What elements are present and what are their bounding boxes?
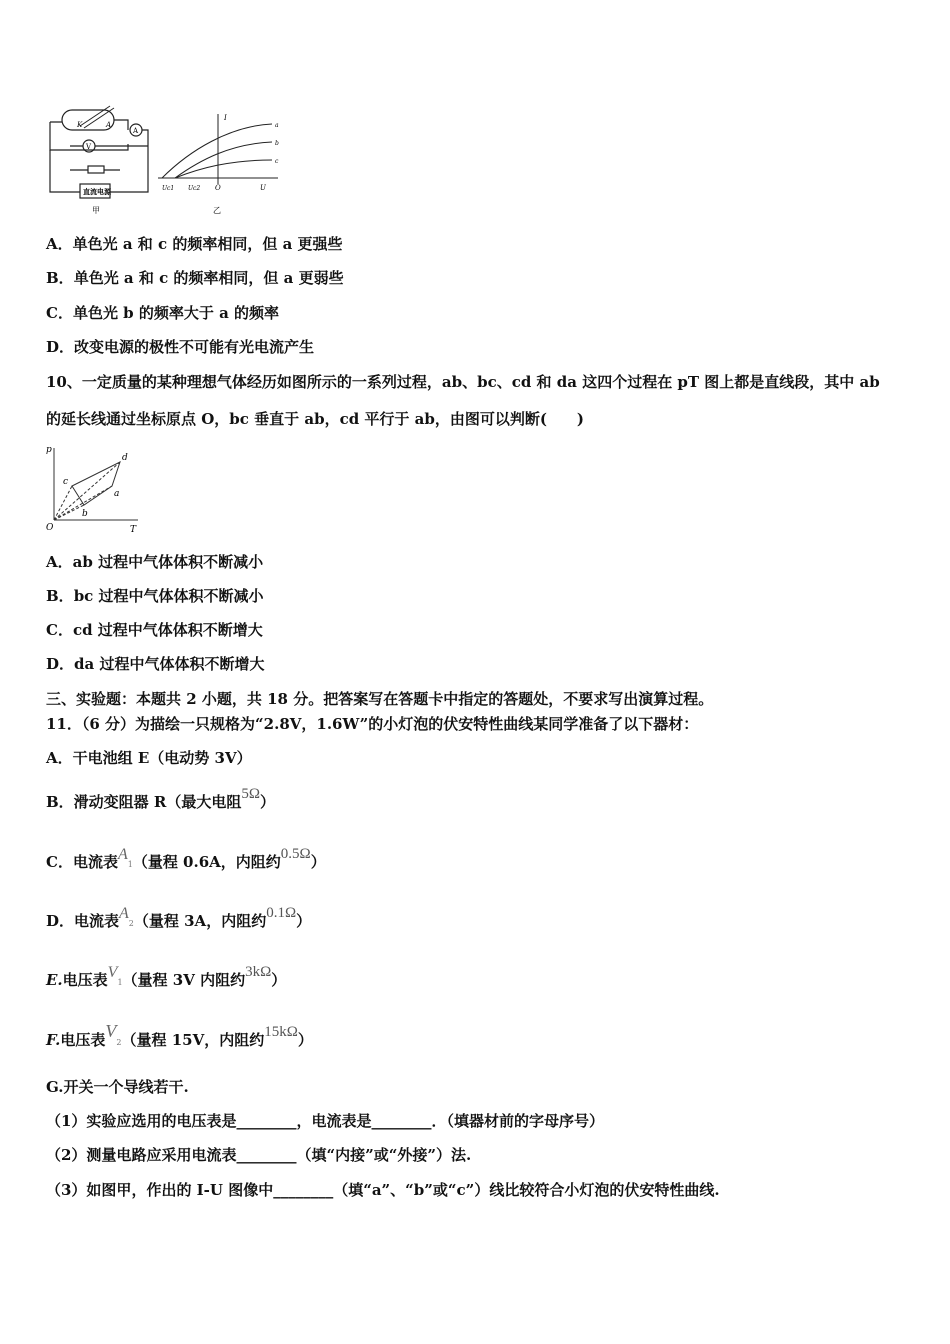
q11-stem: 11．（6 分）为描绘一只规格为“2.8V，1.6W”的小灯泡的伏安特性曲线某同学准备了以下器材： <box>46 715 699 733</box>
section3-heading: 三、实验题：本题共 2 小题，共 18 分。把答案写在答题卡中指定的答题处，不要求写出演算过程。 <box>46 690 714 708</box>
label-curve-c: c <box>275 158 279 165</box>
ammeter-label: A <box>133 127 139 135</box>
rheostat <box>88 166 104 173</box>
axis-u: U <box>260 184 266 192</box>
q10-option-d: D．da 过程中气体体积不断增大 <box>46 655 265 673</box>
axis-p: p <box>46 445 52 455</box>
origin-o: O <box>215 184 221 192</box>
q11-item-d: D．电流表A2（量程 3A，内阻约0.1Ω） <box>46 905 312 930</box>
voltmeter-label: V <box>86 143 92 151</box>
q9-option-a: A．单色光 a 和 c 的频率相同，但 a 更强些 <box>46 235 343 253</box>
q10-option-a: A．ab 过程中气体体积不断减小 <box>46 553 264 571</box>
point-d: d <box>122 453 128 463</box>
label-uc2: Uc2 <box>188 185 201 192</box>
point-b: b <box>82 509 88 519</box>
q10-pt-figure <box>42 440 152 535</box>
q11-item-f: F.电压表V2（量程 15V，内阻约15kΩ） <box>46 1021 313 1049</box>
label-a: A <box>106 121 112 129</box>
power-label: 直流电源 <box>83 187 111 196</box>
value-5ohm: 5Ω <box>241 786 261 802</box>
q9-option-c: C．单色光 b 的频率大于 a 的频率 <box>46 304 280 322</box>
origin-label: O <box>46 523 54 533</box>
q9-option-d: D．改变电源的极性不可能有光电流产生 <box>46 338 315 356</box>
q11-item-a: A．干电池组 E（电动势 3V） <box>46 749 252 767</box>
q10-stem-line1: 10、一定质量的某种理想气体经历如图所示的一系列过程，ab、bc、cd 和 da 这四个过程在 pT 图上都是直线段，其中 ab <box>46 373 880 391</box>
point-c: c <box>63 477 69 487</box>
circuit-jia <box>50 106 148 198</box>
axis-t: T <box>130 525 137 535</box>
q9-figure <box>40 100 300 220</box>
q11-item-c: C．电流表A1（量程 0.6A，内阻约0.5Ω） <box>46 846 326 871</box>
q10-option-c: C．cd 过程中气体体积不断增大 <box>46 621 263 639</box>
curve-c <box>175 160 272 178</box>
label-uc1: Uc1 <box>162 185 175 192</box>
q11-item-b: B．滑动变阻器 R（最大电阻5Ω） <box>46 786 276 811</box>
q10-option-b: B．bc 过程中气体体积不断减小 <box>46 587 264 605</box>
label-k: K <box>77 121 83 129</box>
label-curve-a: a <box>275 122 279 129</box>
q11-item-e: E.电压表V1（量程 3V 内阻约3kΩ） <box>46 964 287 989</box>
caption-yi: 乙 <box>213 206 221 215</box>
graph-yi <box>158 114 278 184</box>
point-a: a <box>114 489 120 499</box>
q9-option-b: B．单色光 a 和 c 的频率相同，但 a 更弱些 <box>46 269 344 287</box>
q11-sub3: （3）如图甲，作出的 I-U 图像中________（填“a”、“b”或“c”）线比较符合小灯泡的伏安特性曲线. <box>46 1181 720 1199</box>
q11-sub1: （1）实验应选用的电压表是________，电流表是________．（填器材前的字母序号） <box>46 1112 604 1130</box>
curve-a <box>162 124 272 178</box>
axis-i: I <box>224 114 227 122</box>
caption-jia: 甲 <box>92 206 100 215</box>
q11-sub2: （2）测量电路应采用电流表________（填“内接”或“外接”）法. <box>46 1146 472 1164</box>
q10-stem-line2: 的延长线通过坐标原点 O，bc 垂直于 ab，cd 平行于 ab，由图可以判断( ) <box>46 410 585 428</box>
label-curve-b: b <box>275 140 279 147</box>
q11-item-g: G.开关一个导线若干. <box>46 1078 189 1096</box>
